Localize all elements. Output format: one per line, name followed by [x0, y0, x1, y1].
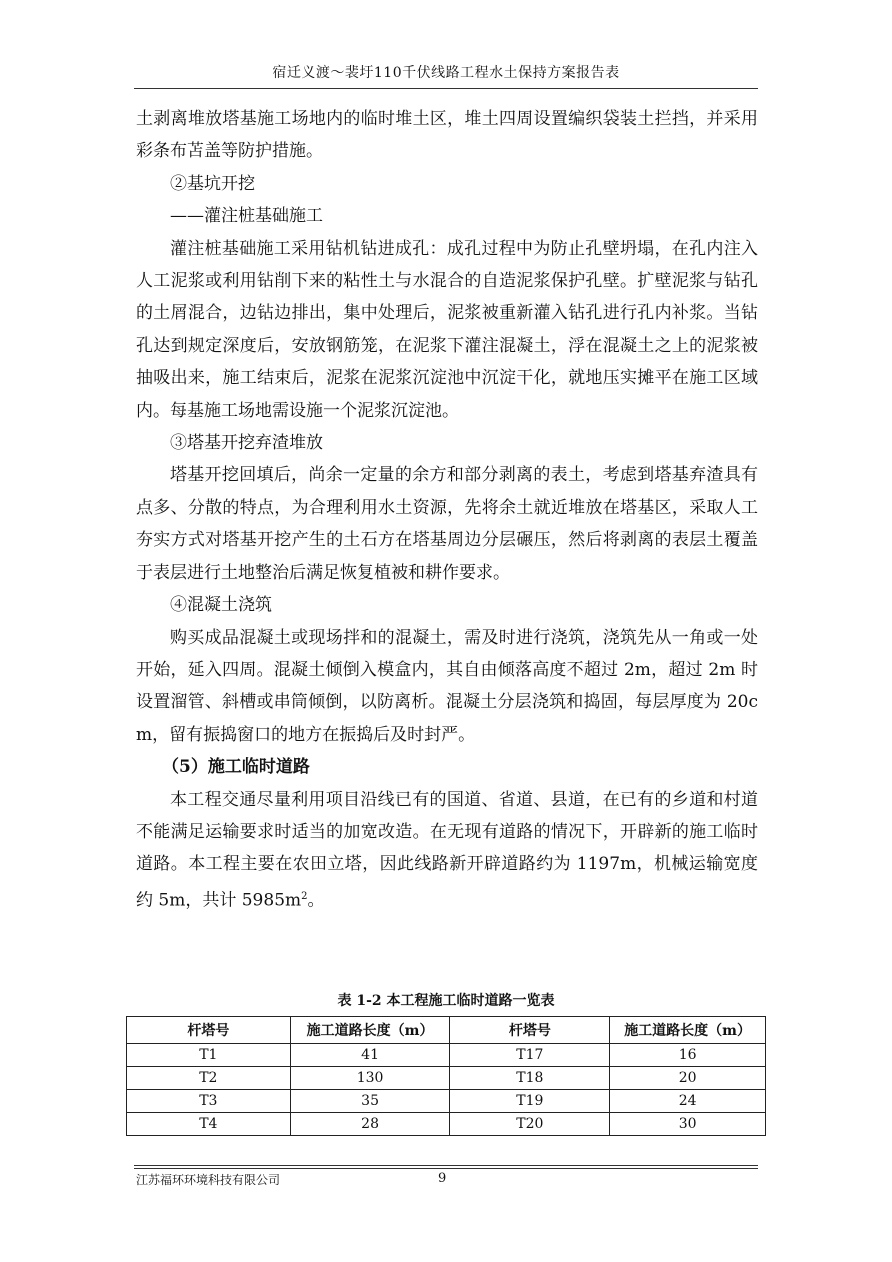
paragraph-temporary-roads	[136, 784, 758, 917]
table-row	[127, 1113, 766, 1136]
table-cell: T20	[450, 1113, 610, 1136]
table-header-cell: 施工道路长度（m）	[610, 1017, 766, 1044]
paragraph-temporary-roads-text: 本工程交通尽量利用项目沿线已有的国道、省道、县道，在已有的乡道和村道不能满足运输要求时适当的加宽改造。在无现有道路的情况下，开辟新的施工临时道路。本工程主要在农田立塔，因此线路新开辟道路约为 1197m，机械运输宽度约 5m，共计 5985m	[136, 789, 758, 911]
table-cell: 16	[610, 1044, 766, 1067]
paragraph-temporary-roads-end: 。	[307, 890, 325, 911]
footer-rule-top	[134, 1165, 758, 1166]
table-cell: 130	[290, 1067, 450, 1090]
table-row	[127, 1044, 766, 1067]
temporary-road-table	[126, 1016, 766, 1136]
table-row	[127, 1067, 766, 1090]
table-cell: T19	[450, 1090, 610, 1113]
table-cell: 41	[290, 1044, 450, 1067]
heading-temporary-roads: （5）施工临时道路	[162, 757, 310, 778]
paragraph-bored-pile: 灌注桩基础施工采用钻机钻进成孔：成孔过程中为防止孔壁坍塌，在孔内注入人工泥浆或利用钻削下来的粘性土与水混合的自造泥浆保护孔壁。扩壁泥浆与钻孔的土屑混合，边钻边排出，集中处理后，泥浆被重新灌入钻孔进行孔内补浆。当钻孔达到规定深度后，安放钢筋笼，在泥浆下灌注混凝土，浮在混凝土之上的泥浆被抽吸出来，施工结束后，泥浆在泥浆沉淀池中沉淀干化，就地压实摊平在施工区域内。每基施工场地需设施一个泥浆沉淀池。	[136, 238, 758, 421]
table-cell: T1	[127, 1044, 291, 1067]
table-header-cell: 杆塔号	[450, 1017, 610, 1044]
table-header-cell: 杆塔号	[127, 1017, 291, 1044]
table-cell: 30	[610, 1113, 766, 1136]
page-number: 9	[438, 1171, 447, 1186]
table-cell: 20	[610, 1067, 766, 1090]
table-cell: 24	[610, 1090, 766, 1113]
table-caption: 表 1-2 本工程施工临时道路一览表	[337, 993, 555, 1009]
paragraph-spoil-stacking: 塔基开挖回填后，尚余一定量的余方和部分剥离的表土，考虑到塔基弃渣具有点多、分散的特点，为合理利用水土资源，先将余土就近堆放在塔基区，采取人工夯实方式对塔基开挖产生的土石方在塔基周边分层碾压，然后将剥离的表层土覆盖于表层进行土地整治后满足恢复植被和耕作要求。	[136, 465, 758, 583]
paragraph-concrete-pouring: 购买成品混凝土或现场拌和的混凝土，需及时进行浇筑，浇筑先从一角或一处开始，延入四周。混凝土倾倒入模盒内，其自由倾落高度不超过 2m，超过 2m 时设置溜管、斜槽或串筒倾倒，以防离析。混凝土分层浇筑和捣固，每层厚度为 20cm，留有振捣窗口的地方在振捣后及时封严。	[136, 627, 758, 745]
page-header-title: 宿迁义渡～裴圩110千伏线路工程水土保持方案报告表	[272, 65, 620, 81]
table-cell: T4	[127, 1113, 291, 1136]
superscript-2: 2	[301, 890, 308, 902]
table-row	[127, 1090, 766, 1113]
table-header-cell: 施工道路长度（m）	[290, 1017, 450, 1044]
footer-rule-bottom	[134, 1168, 758, 1169]
table-cell: 35	[290, 1090, 450, 1113]
table-cell: T18	[450, 1067, 610, 1090]
header-rule	[134, 88, 758, 89]
paragraph-1: 土剥离堆放塔基施工场地内的临时堆土区，堆土四周设置编织袋装土拦挡，并采用彩条布苫盖等防护措施。	[136, 109, 758, 162]
heading-spoil-stacking: ③塔基开挖弃渣堆放	[170, 433, 323, 454]
heading-concrete-pouring: ④混凝土浇筑	[170, 595, 272, 616]
footer-company: 江苏福环环境科技有限公司	[136, 1173, 281, 1187]
table-cell: T3	[127, 1090, 291, 1113]
table-cell: T2	[127, 1067, 291, 1090]
document-body	[136, 103, 758, 917]
table-cell: T17	[450, 1044, 610, 1067]
subheading-bored-pile: ——灌注桩基础施工	[170, 206, 323, 227]
table-cell: 28	[290, 1113, 450, 1136]
table-header-row	[127, 1017, 766, 1044]
heading-foundation-pit-excavation: ②基坑开挖	[170, 173, 255, 194]
